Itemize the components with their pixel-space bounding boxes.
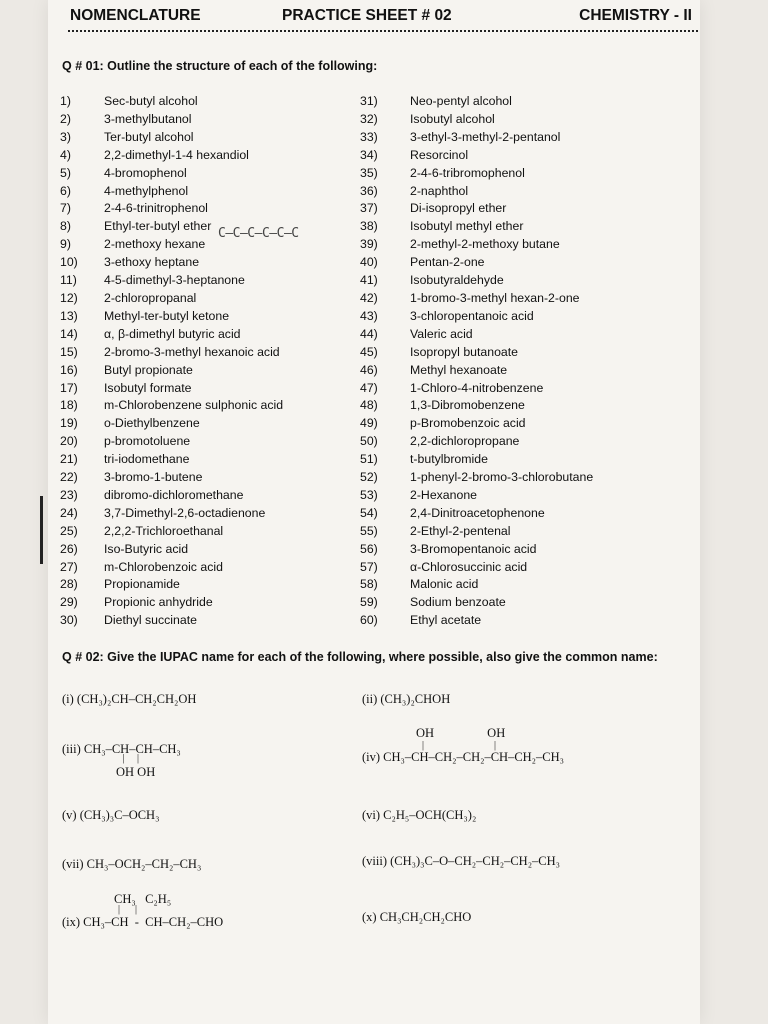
list-item-number: 29) (60, 595, 78, 610)
formula-iv: (iv) CH₃–CH–CH₂–CH₂–CH–CH₂–CH₃ (362, 750, 565, 764)
list-item-number: 20) (60, 434, 78, 449)
list-item-number: 37) (360, 201, 378, 216)
list-item-number: 51) (360, 452, 378, 467)
list-item (60, 397, 283, 415)
list-item (360, 487, 593, 505)
list-item-text: 1,3-Dibromobenzene (410, 398, 525, 413)
list-item (60, 111, 283, 129)
list-item-number: 33) (360, 129, 378, 144)
question-1-title: Q # 01: Outline the structure of each of the following: (62, 59, 378, 73)
list-item (360, 505, 593, 523)
list-item-number: 23) (60, 487, 78, 502)
list-item-text: tri-iodomethane (104, 452, 190, 467)
list-item-text: 3-ethyl-3-methyl-2-pentanol (410, 129, 561, 144)
list-item-text: Isobutyl methyl ether (410, 219, 524, 234)
list-item (360, 397, 593, 415)
list-item-text: α-Chlorosuccinic acid (410, 559, 528, 574)
list-item (60, 505, 283, 523)
question-1-list-right (360, 93, 593, 630)
list-item-number: 16) (60, 362, 78, 377)
list-item (60, 380, 283, 398)
formula-iii: (iii) CH₃–CH–CH–CH₃ (62, 742, 181, 756)
list-item-number: 13) (60, 308, 78, 323)
list-item-number: 44) (360, 326, 378, 341)
list-item (360, 254, 593, 272)
list-item-text: 2-4-6-trinitrophenol (104, 201, 208, 216)
list-item-text: Ter-butyl alcohol (104, 129, 194, 144)
worksheet-page (48, 0, 700, 1024)
list-item (360, 344, 593, 362)
list-item-number: 25) (60, 523, 78, 538)
list-item-text: Methyl hexanoate (410, 362, 508, 377)
formula-ix: (ix) CH₃–CH - CH–CH₂–CHO (62, 915, 224, 929)
list-item-text: Isopropyl butanoate (410, 344, 519, 359)
list-item-number: 54) (360, 505, 378, 520)
list-item (360, 290, 593, 308)
list-item-number: 14) (60, 326, 78, 341)
list-item (360, 451, 593, 469)
list-item (60, 487, 283, 505)
list-item (360, 380, 593, 398)
list-item (60, 344, 283, 362)
list-item-number: 30) (60, 613, 78, 628)
list-item-number: 45) (360, 344, 378, 359)
list-item (360, 147, 593, 165)
formula-v: (v) (CH₃)₃C–OCH₃ (62, 808, 160, 822)
list-item-number: 7) (60, 201, 71, 216)
list-item-number: 41) (360, 273, 378, 288)
list-item-text: p-bromotoluene (104, 434, 191, 449)
list-item-text: t-butylbromide (410, 452, 488, 467)
list-item-number: 28) (60, 577, 78, 592)
list-item-text: Diethyl succinate (104, 613, 197, 628)
header-sheet-number: PRACTICE SHEET # 02 (282, 7, 452, 24)
list-item-number: 8) (60, 219, 71, 234)
formula-viii: (viii) (CH₃)₃C–O–CH₂–CH₂–CH₂–CH₃ (362, 854, 561, 868)
formula-iv-bonds: | | (417, 740, 497, 751)
formula-ix-bonds: | | (118, 904, 138, 915)
list-item-text: 1-bromo-3-methyl hexan-2-one (410, 290, 580, 305)
list-item-text: 3-Bromopentanoic acid (410, 541, 537, 556)
list-item (60, 272, 283, 290)
formula-x: (x) CH₃CH₂CH₂CHO (362, 910, 472, 924)
question-1-list-left (60, 93, 283, 630)
list-item-number: 3) (60, 129, 71, 144)
list-item-number: 49) (360, 416, 378, 431)
list-item-number: 58) (360, 577, 378, 592)
question-2-title: Q # 02: Give the IUPAC name for each of the following, where possible, also give the common name: (62, 650, 658, 664)
margin-mark (40, 496, 43, 564)
list-item-text: Sec-butyl alcohol (104, 94, 198, 108)
list-item (60, 541, 283, 559)
list-item (60, 433, 283, 451)
list-item-number: 4) (60, 147, 71, 162)
list-item-text: Methyl-ter-butyl ketone (104, 308, 230, 323)
list-item-text: Resorcinol (410, 147, 469, 162)
formula-i: (i) (CH₃)₂CH–CH₂CH₂OH (62, 692, 197, 706)
list-item-number: 50) (360, 434, 378, 449)
list-item-text: 3-bromo-1-butene (104, 470, 203, 485)
list-item-number: 27) (60, 559, 78, 574)
list-item-number: 36) (360, 183, 378, 198)
list-item-text: dibromo-dichloromethane (104, 487, 244, 502)
list-item-text: Pentan-2-one (410, 255, 485, 270)
list-item-text: 2-Ethyl-2-pentenal (410, 523, 511, 538)
list-item (60, 200, 283, 218)
formula-vi: (vi) C₂H₅–OCH(CH₃)₂ (362, 808, 477, 822)
list-item (360, 218, 593, 236)
list-item-text: Propionic anhydride (104, 595, 213, 610)
list-item-text: 4-bromophenol (104, 165, 187, 180)
formula-vii: (vii) CH₃–OCH₂–CH₂–CH₃ (62, 857, 202, 871)
list-item (60, 165, 283, 183)
list-item (360, 165, 593, 183)
list-item (60, 254, 283, 272)
list-item-number: 18) (60, 398, 78, 413)
list-item-number: 2) (60, 111, 71, 126)
list-item-text: 1-Chloro-4-nitrobenzene (410, 380, 544, 395)
list-item-number: 42) (360, 290, 378, 305)
list-item (60, 93, 283, 111)
list-item-text: 3,7-Dimethyl-2,6-octadienone (104, 505, 266, 520)
list-item-text: Malonic acid (410, 577, 479, 592)
list-item (60, 415, 283, 433)
list-item-text: 2-Hexanone (410, 487, 477, 502)
list-item (60, 523, 283, 541)
list-item-text: 3-methylbutanol (104, 111, 192, 126)
list-item-number: 38) (360, 219, 378, 234)
list-item (60, 451, 283, 469)
sheet-header (68, 4, 698, 32)
list-item (60, 290, 283, 308)
list-item (360, 200, 593, 218)
list-item-text: Iso-Butyric acid (104, 541, 189, 556)
list-item (360, 326, 593, 344)
list-item (60, 326, 283, 344)
list-item-number: 35) (360, 165, 378, 180)
list-item-text: Ethyl-ter-butyl ether (104, 219, 212, 234)
list-item-text: Propionamide (104, 577, 180, 592)
list-item-text: 2,4-Dinitroacetophenone (410, 505, 545, 520)
list-item-text: Neo-pentyl alcohol (410, 94, 512, 108)
list-item-text: Isobutyl alcohol (410, 111, 495, 126)
list-item-text: 4-methylphenol (104, 183, 189, 198)
list-item (360, 541, 593, 559)
list-item-text: 2-chloropropanal (104, 290, 197, 305)
list-item-text: m-Chlorobenzoic acid (104, 559, 223, 574)
handwritten-carbon-chain: C–C–C–C–C–C (218, 226, 299, 241)
list-item (60, 576, 283, 594)
list-item (360, 362, 593, 380)
list-item-number: 52) (360, 470, 378, 485)
list-item-text: Isobutyraldehyde (410, 273, 504, 288)
list-item-text: 3-ethoxy heptane (104, 255, 200, 270)
list-item-number: 56) (360, 541, 378, 556)
list-item-text: 2,2-dichloropropane (410, 434, 520, 449)
list-item (60, 129, 283, 147)
list-item (60, 362, 283, 380)
list-item (60, 147, 283, 165)
list-item-number: 22) (60, 470, 78, 485)
list-item (360, 523, 593, 541)
list-item-number: 1) (60, 94, 71, 108)
list-item (60, 308, 283, 326)
list-item-text: Butyl propionate (104, 362, 193, 377)
list-item-text: o-Diethylbenzene (104, 416, 200, 431)
list-item-text: 2-bromo-3-methyl hexanoic acid (104, 344, 280, 359)
list-item-text: Valeric acid (410, 326, 473, 341)
list-item-number: 46) (360, 362, 378, 377)
list-item-text: 2-methoxy hexane (104, 237, 206, 252)
list-item (360, 308, 593, 326)
header-subject: CHEMISTRY - II (579, 7, 692, 24)
list-item (360, 559, 593, 577)
list-item-text: 3-chloropentanoic acid (410, 308, 534, 323)
list-item-number: 43) (360, 308, 378, 323)
list-item (360, 272, 593, 290)
list-item-text: 2,2-dimethyl-1-4 hexandiol (104, 147, 249, 162)
list-item-number: 17) (60, 380, 78, 395)
list-item-number: 53) (360, 487, 378, 502)
list-item (60, 559, 283, 577)
list-item-text: 1-phenyl-2-bromo-3-chlorobutane (410, 470, 594, 485)
header-topic: NOMENCLATURE (70, 7, 201, 24)
list-item-number: 34) (360, 147, 378, 162)
list-item-text: 2-4-6-tribromophenol (410, 165, 525, 180)
list-item-text: Sodium benzoate (410, 595, 506, 610)
list-item-number: 12) (60, 290, 78, 305)
list-item (360, 183, 593, 201)
list-item-number: 57) (360, 559, 378, 574)
list-item-number: 10) (60, 255, 78, 270)
list-item-text: α, β-dimethyl butyric acid (104, 326, 241, 341)
list-item-text: Di-isopropyl ether (410, 201, 507, 216)
list-item-text: m-Chlorobenzene sulphonic acid (104, 398, 284, 413)
list-item (360, 93, 593, 111)
formula-ii: (ii) (CH₃)₂CHOH (362, 692, 451, 706)
list-item-number: 15) (60, 344, 78, 359)
list-item (360, 129, 593, 147)
list-item (360, 469, 593, 487)
formula-iii-substituents: OH OH (116, 765, 156, 779)
formula-ix-substituents: CH₃ C₂H₅ (114, 892, 172, 906)
list-item-number: 6) (60, 183, 71, 198)
list-item (60, 612, 283, 630)
list-item-number: 21) (60, 452, 78, 467)
list-item-number: 11) (60, 273, 77, 288)
list-item-number: 31) (360, 94, 378, 108)
list-item (60, 469, 283, 487)
list-item (360, 576, 593, 594)
list-item-number: 32) (360, 111, 378, 126)
list-item-number: 47) (360, 380, 378, 395)
list-item (360, 594, 593, 612)
list-item-text: 2-methyl-2-methoxy butane (410, 237, 560, 252)
list-item (360, 433, 593, 451)
list-item-number: 26) (60, 541, 78, 556)
list-item-text: Isobutyl formate (104, 380, 192, 395)
list-item-text: p-Bromobenzoic acid (410, 416, 526, 431)
list-item-number: 5) (60, 165, 71, 180)
list-item-number: 39) (360, 237, 378, 252)
list-item (360, 415, 593, 433)
list-item-number: 24) (60, 505, 78, 520)
list-item-text: 2,2,2-Trichloroethanal (104, 523, 224, 538)
list-item (360, 236, 593, 254)
list-item-text: Ethyl acetate (410, 613, 482, 628)
list-item-number: 19) (60, 416, 78, 431)
list-item-text: 2-naphthol (410, 183, 469, 198)
list-item (60, 594, 283, 612)
list-item (360, 111, 593, 129)
list-item-number: 40) (360, 255, 378, 270)
list-item-number: 9) (60, 237, 71, 252)
list-item-number: 60) (360, 613, 378, 628)
list-item (360, 612, 593, 630)
list-item-text: 4-5-dimethyl-3-heptanone (104, 273, 245, 288)
list-item-number: 59) (360, 595, 378, 610)
formula-iii-bonds: | | (110, 753, 140, 764)
list-item-number: 48) (360, 398, 378, 413)
list-item-number: 55) (360, 523, 378, 538)
list-item (60, 183, 283, 201)
formula-iv-substituents: OH OH (416, 726, 506, 740)
